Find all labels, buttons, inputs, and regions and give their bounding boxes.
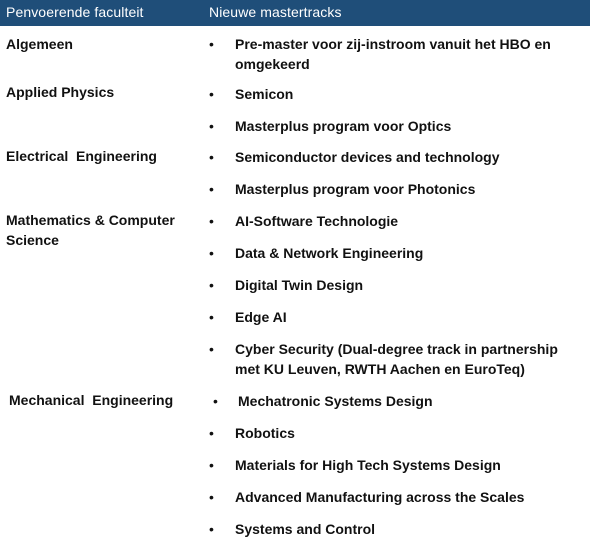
track-item [209, 519, 579, 539]
faculty-algemeen: Algemeen [6, 36, 73, 52]
track-item [209, 147, 579, 167]
track-item [209, 275, 579, 295]
faculty-electrical-engineering: Electrical Engineering [6, 148, 157, 164]
track-label: Robotics [235, 425, 295, 441]
track-item [209, 34, 579, 74]
track-item [209, 116, 579, 136]
bullet-icon: • [213, 393, 218, 409]
bullet-icon: • [209, 489, 214, 505]
track-item [209, 423, 579, 443]
bullet-icon: • [209, 309, 214, 325]
track-label: Semiconductor devices and technology [235, 149, 500, 165]
track-label: Masterplus program voor Optics [235, 118, 452, 134]
bullet-icon: • [209, 149, 214, 165]
track-item [209, 487, 579, 507]
track-label: Digital Twin Design [235, 277, 364, 293]
track-label: Materials for High Tech Systems Design [235, 457, 501, 473]
track-item [209, 211, 579, 231]
track-label: Pre-master voor zij-instroom vanuit het HBO en omgekeerd [235, 36, 551, 72]
faculty-applied-physics: Applied Physics [6, 84, 115, 100]
header-mastertracks: Nieuwe mastertracks [209, 4, 342, 20]
track-label: Systems and Control [235, 521, 376, 537]
track-label: Edge AI [235, 309, 287, 325]
bullet-icon: • [209, 341, 214, 357]
track-label: Semicon [235, 86, 294, 102]
table-header [0, 0, 590, 26]
track-label: Data & Network Engineering [235, 245, 424, 261]
track-item [209, 455, 579, 475]
track-item [209, 179, 579, 199]
bullet-icon: • [209, 521, 214, 537]
track-label: AI-Software Technologie [235, 213, 399, 229]
bullet-icon: • [209, 181, 214, 197]
track-label: Mechatronic Systems Design [238, 393, 433, 409]
bullet-icon: • [209, 277, 214, 293]
bullet-icon: • [209, 213, 214, 229]
faculty-mathematics-computer-science: Mathematics & Computer Science [6, 212, 175, 248]
bullet-icon: • [209, 457, 214, 473]
track-item [209, 391, 579, 411]
track-label: Masterplus program voor Photonics [235, 181, 476, 197]
faculty-mechanical-engineering: Mechanical Engineering [9, 392, 174, 408]
header-faculty: Penvoerende faculteit [6, 4, 144, 20]
track-item [209, 84, 579, 104]
track-label: Advanced Manufacturing across the Scales [235, 489, 525, 505]
track-item [209, 307, 579, 327]
bullet-icon: • [209, 425, 214, 441]
track-label: Cyber Security (Dual-degree track in partnership met KU Leuven, RWTH Aachen en EuroTeq) [235, 341, 558, 377]
bullet-icon: • [209, 118, 214, 134]
bullet-icon: • [209, 36, 214, 52]
bullet-icon: • [209, 245, 214, 261]
track-item [209, 243, 579, 263]
bullet-icon: • [209, 86, 214, 102]
track-item [209, 339, 579, 379]
